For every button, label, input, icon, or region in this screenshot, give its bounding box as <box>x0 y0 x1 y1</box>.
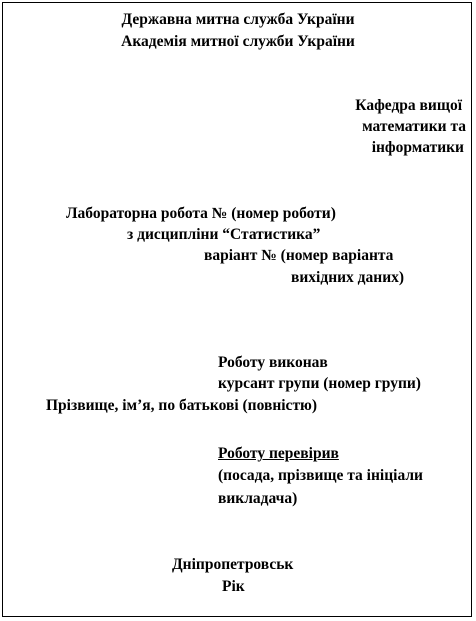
performed-by-label: Роботу виконав <box>218 354 328 371</box>
cadet-group-line: курсант групи (номер групи) <box>218 375 421 392</box>
city-name: Дніпропетровськ <box>172 556 294 573</box>
variant-data-line: вихідних даних) <box>291 269 405 286</box>
agency-name: Державна митна служба України <box>121 11 355 28</box>
discipline-line: з дисципліни “Статистика” <box>127 226 321 243</box>
student-full-name: Прізвище, ім’я, по батькові (повністю) <box>46 397 318 414</box>
variant-line: варіант № (номер варіанта <box>204 247 394 264</box>
academy-name: Академія митної служби України <box>121 33 355 50</box>
department-line-2: математики та <box>362 118 466 135</box>
year-label: Рік <box>222 578 245 595</box>
lab-work-title: Лабораторна робота № (номер роботи) <box>66 205 336 222</box>
checker-role-line: викладача) <box>218 490 298 507</box>
department-line-1: Кафедра вищої <box>355 97 462 114</box>
checked-by-label: Роботу перевірив <box>218 445 339 462</box>
page-border <box>2 2 472 617</box>
department-line-3: інформатики <box>371 139 464 156</box>
checker-position-line: (посада, прізвище та ініціали <box>218 467 423 484</box>
